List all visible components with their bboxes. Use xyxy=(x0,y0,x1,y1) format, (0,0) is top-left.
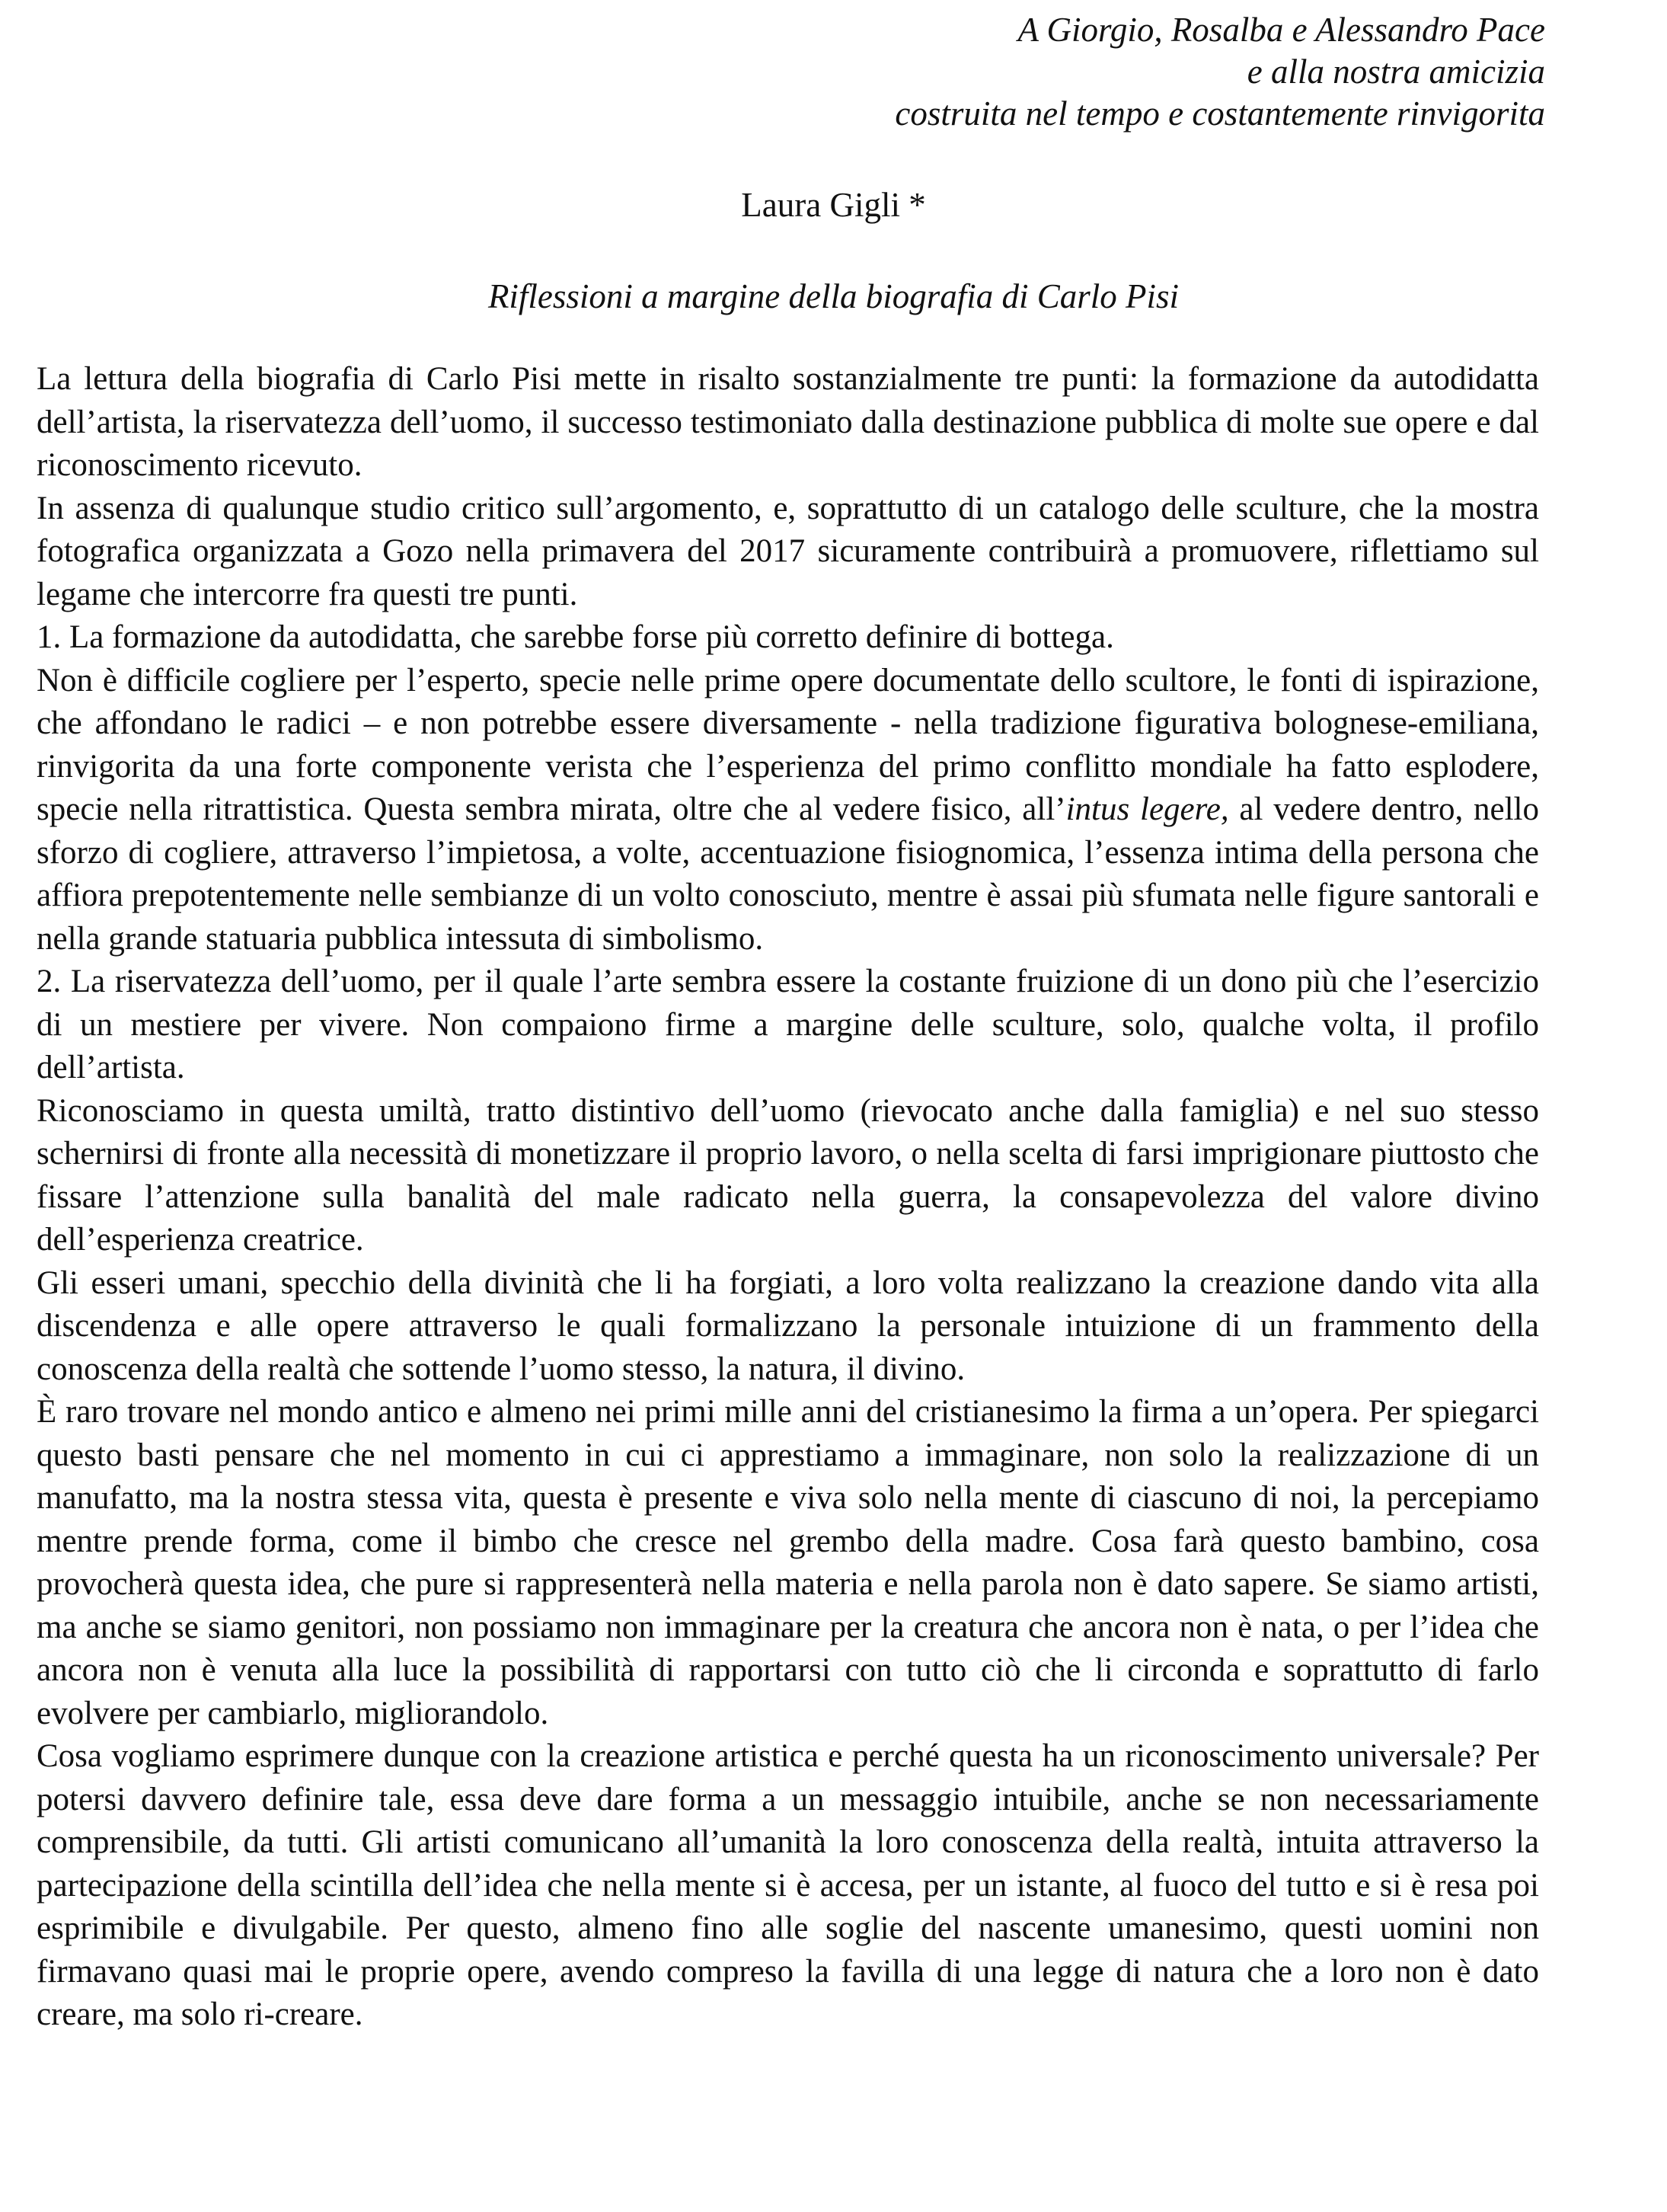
paragraph-text: al vedere dentro, nello sforzo di cogliere, attraverso l’impietosa, a volte, accentuazione fisiognomica, l’essenza intima della persona che affiora prepotentemente nelle sembianze di un volto conosciuto, mentre è assai più sfumata nelle figure santorali e nella grande statuaria pubblica intessuta di simbolismo. xyxy=(37,791,1539,957)
paragraph: La lettura della biografia di Carlo Pisi mette in risalto sostanzialmente tre punti: la formazione da autodidatta dell’artista, la riservatezza dell’uomo, il successo testimoniato dalla destinazione pubblica di molte sue opere e dal riconoscimento ricevuto. xyxy=(37,361,1539,483)
section-heading-1: 1. La formazione da autodidatta, che sarebbe forse più corretto definire di bottega. xyxy=(37,619,1114,655)
latin-phrase: intus legere, xyxy=(1065,791,1229,827)
dedication-line-2: e alla nostra amicizia xyxy=(1247,53,1545,91)
author-name: Laura Gigli * xyxy=(741,186,926,224)
dedication xyxy=(895,9,1545,135)
section-heading-2: 2. La riservatezza dell’uomo, per il quale l’arte sembra essere la costante fruizione di un dono più che l’esercizio di un mestiere per vivere. Non compaiono firme a margine delle sculture, solo, qualche volta, il profilo dell’artista. xyxy=(37,964,1539,1085)
paragraph: Riconosciamo in questa umiltà, tratto distintivo dell’uomo (rievocato anche dalla famiglia) e nel suo stesso schernirsi di fronte alla necessità di monetizzare il proprio lavoro, o nella scelta di farsi imprigionare piuttosto che fissare l’attenzione sulla banalità del male radicato nella guerra, la consapevolezza del valore divino dell’esperienza creatrice. xyxy=(37,1092,1539,1258)
dedication-line-1: A Giorgio, Rosalba e Alessandro Pace xyxy=(1017,11,1545,49)
article-title: Riflessioni a margine della biografia di Carlo Pisi xyxy=(487,277,1180,315)
paragraph-text: Non è difficile cogliere per l’esperto, specie nelle prime opere documentate dello scultore, le fonti di ispirazione, che affondano le radici – e non potrebbe essere diversamente - nella tradizione figurativa bolognese-emiliana, rinvigorita da una forte componente verista che l’esperienza del primo conflitto mondiale ha fatto esplodere, specie nella ritrattistica. Questa sembra mirata, oltre che al vedere fisico, all’ xyxy=(37,662,1539,827)
paragraph: Gli esseri umani, specchio della divinità che li ha forgiati, a loro volta realizzano la creazione dando vita alla discendenza e alle opere attraverso le quali formalizzano la personale intuizione di un frammento della conoscenza della realtà che sottende l’uomo stesso, la natura, il divino. xyxy=(37,1264,1539,1387)
dedication-line-3: costruita nel tempo e costantemente rinvigorita xyxy=(895,94,1545,133)
article-body xyxy=(37,358,1539,2037)
paragraph: Cosa vogliamo esprimere dunque con la creazione artistica e perché questa ha un riconoscimento universale? Per potersi davvero definire tale, essa deve dare forma a un messaggio intuibile, anche se non necessariamente comprensibile, da tutti. Gli artisti comunicano all’umanità la loro conoscenza della realtà, intuita attraverso la partecipazione della scintilla dell’idea che nella mente si è accesa, per un istante, al fuoco del tutto e si è resa poi esprimibile e divulgabile. Per questo, almeno fino alle soglie del nascente umanesimo, questi uomini non firmavano quasi mai le proprie opere, avendo compreso la favilla di una legge di natura che a loro non è dato creare, ma solo ri-creare. xyxy=(37,1738,1539,2032)
paragraph: È raro trovare nel mondo antico e almeno nei primi mille anni del cristianesimo la firma a un’opera. Per spiegarci questo basti pensare che nel momento in cui ci apprestiamo a immaginare, non solo la realizzazione di un manufatto, ma la nostra stessa vita, questa è presente e viva solo nella mente di ciascuno di noi, la percepiamo mentre prende forma, come il bimbo che cresce nel grembo della madre. Cosa farà questo bambino, cosa provocherà questa idea, che pure si rappresenterà nella materia e nella parola non è dato sapere. Se siamo artisti, ma anche se siamo genitori, non possiamo non immaginare per la creatura che ancora non è nata, o per l’idea che ancora non è venuta alla luce la possibilità di rapportarsi con tutto ciò che li circonda e soprattutto di farlo evolvere per cambiarlo, migliorandolo. xyxy=(37,1394,1539,1731)
paragraph xyxy=(37,660,1539,961)
paragraph: In assenza di qualunque studio critico sull’argomento, e, soprattutto di un catalogo delle sculture, che la mostra fotografica organizzata a Gozo nella primavera del 2017 sicuramente contribuirà a promuovere, riflettiamo sul legame che intercorre fra questi tre punti. xyxy=(37,490,1539,612)
